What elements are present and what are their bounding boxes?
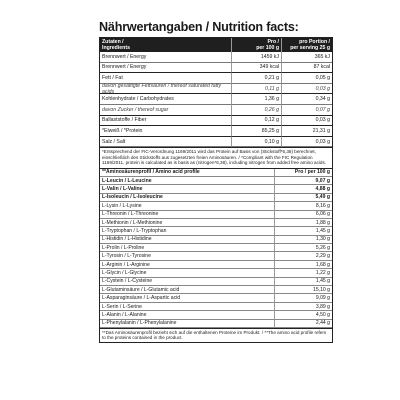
amino-row-label: L-Tyrosin / L-Tyrosine	[100, 252, 274, 260]
nutrition-table	[99, 37, 333, 148]
amino-row-value: 5,26 g	[274, 244, 332, 252]
amino-row-value: 1,88 g	[274, 219, 332, 227]
nutrition-row-label: davon Zucker / thereof sugar	[100, 105, 232, 116]
amino-row-label: L-Glycin / L-Glycine	[100, 269, 274, 277]
amino-row-label: L-Isoleucin / L-Isoleucine	[100, 194, 274, 202]
nutrition-row-perserving: 0,03 g	[282, 84, 332, 95]
amino-row-label: L-Tryptophan / L-Tryptophan	[100, 227, 274, 235]
header-per100	[232, 38, 282, 52]
nutrition-row-label: *Eiweiß / *Protein	[100, 126, 232, 137]
header-perserving	[282, 38, 332, 52]
amino-row-value: 9,09 g	[274, 294, 332, 302]
amino-row-label: L-Alanin / L-Alanine	[100, 311, 274, 319]
amino-row-value: 5,49 g	[274, 194, 332, 202]
amino-row-label: L-Threonin / L-Threonine	[100, 211, 274, 219]
header-label	[100, 38, 232, 52]
nutrition-row-label: Kohlenhydrate / Carbohydrates	[100, 94, 232, 105]
amino-row-label: L-Leucin / L-Leucine	[100, 177, 274, 185]
nutrition-row-label: Brennwert / Energy	[100, 63, 232, 74]
amino-row-value: 1,68 g	[274, 261, 332, 269]
nutrition-row-perserving: 0,03 g	[282, 116, 332, 127]
amino-row-value: 1,45 g	[274, 227, 332, 235]
nutrition-row-per100: 85,25 g	[232, 126, 282, 137]
header-per100-a: Pro /	[267, 39, 279, 45]
nutrition-row-per100: 0,26 g	[232, 105, 282, 116]
nutrition-grid	[100, 38, 332, 147]
nutrition-row-label: Ballaststoffe / Fiber	[100, 116, 232, 127]
protein-footnote: *Entsprechend der FIC-Verordnung 1169/2011 wird das Protein auf Basis von (Stickstoff*6,38) berechnet, einschließlich des Stickstoffs aus zugesetzten freien Aminosäuren. / *Compliant with the FIC Regulation 1169/2011, protein is calculated as is basis as (nitrogen*6,38), including nitrogen from added free amino acids.	[99, 148, 333, 168]
amino-row-label: L-Methionin / L-Methionine	[100, 219, 274, 227]
amino-row-label: L-Cystein / L-Cysteine	[100, 278, 274, 286]
amino-row-label: L-Valin / L-Valine	[100, 185, 274, 193]
amino-row-label: L-Asparaginsäure / L-Aspartic acid	[100, 294, 274, 302]
nutrition-row-perserving: 0,03 g	[282, 137, 332, 148]
amino-row-value: 2,29 g	[274, 252, 332, 260]
header-perserving-b: per serving 25 g	[290, 45, 330, 51]
amino-row-label: L-Prolin / L-Proline	[100, 244, 274, 252]
amino-row-value: 15,10 g	[274, 286, 332, 294]
nutrition-row-per100: 0,12 g	[232, 116, 282, 127]
amino-row-value: 1,45 g	[274, 278, 332, 286]
nutrition-row-per100: 0,10 g	[232, 137, 282, 148]
nutrition-row-perserving: 0,05 g	[282, 73, 332, 84]
nutrition-row-per100: 1,36 g	[232, 94, 282, 105]
header-label-de: Zutaten /	[102, 39, 124, 45]
nutrition-row-perserving: 87 kcal	[282, 63, 332, 74]
header-label-en: Ingredients	[102, 45, 130, 51]
amino-row-value: 1,30 g	[274, 236, 332, 244]
nutrition-row-label: Brennwert / Energy	[100, 52, 232, 63]
amino-row-label: L-Histidin / L-Histidine	[100, 236, 274, 244]
amino-row-value: 1,22 g	[274, 269, 332, 277]
amino-header-label: **Aminosäurenprofil / Amino acid profile	[100, 169, 274, 177]
nutrition-row-perserving: 0,34 g	[282, 94, 332, 105]
amino-acid-table	[99, 169, 333, 329]
nutrition-row-perserving: 0,07 g	[282, 105, 332, 116]
amino-row-label: L-Lysin / L-Lysine	[100, 202, 274, 210]
amino-row-label: L-Phenylalanin / L-Phenylalanine	[100, 320, 274, 328]
amino-row-value: 6,06 g	[274, 211, 332, 219]
nutrition-row-perserving: 365 kJ	[282, 52, 332, 63]
amino-footnote: **Das Aminosäurenprofil bezieht sich auf die enthaltenen Proteine im Produkt. / **The amino acid profile refers to the proteins contained in the product.	[99, 329, 333, 343]
amino-row-value: 9,07 g	[274, 177, 332, 185]
header-per100-b: per 100 g	[256, 45, 279, 51]
amino-row-label: L-Glutaminsäure / L-Glutamic acid	[100, 286, 274, 294]
nutrition-row-label: Fett / Fat	[100, 73, 232, 84]
nutrition-label	[99, 20, 333, 343]
amino-row-value: 2,44 g	[274, 320, 332, 328]
page-title: Nährwertangaben / Nutrition facts:	[99, 20, 299, 34]
amino-row-label: L-Arginin / L-Arginine	[100, 261, 274, 269]
nutrition-row-label: Salz / Salt	[100, 137, 232, 148]
amino-row-value: 3,89 g	[274, 303, 332, 311]
nutrition-row-label: davon gesättigte Fettsäuren / thereof saturated fatty acids	[100, 84, 232, 95]
header-perserving-a: pro Portion /	[299, 39, 330, 45]
nutrition-row-per100: 349 kcal	[232, 63, 282, 74]
amino-row-value: 8,16 g	[274, 202, 332, 210]
amino-row-label: L-Serin / L-Serine	[100, 303, 274, 311]
nutrition-row-perserving: 21,31 g	[282, 126, 332, 137]
nutrition-row-per100: 0,21 g	[232, 73, 282, 84]
amino-row-value: 4,88 g	[274, 185, 332, 193]
nutrition-row-per100: 1459 kJ	[232, 52, 282, 63]
nutrition-row-per100: 0,11 g	[232, 84, 282, 95]
amino-row-value: 4,50 g	[274, 311, 332, 319]
amino-header-value: Pro / per 100 g	[274, 169, 332, 177]
